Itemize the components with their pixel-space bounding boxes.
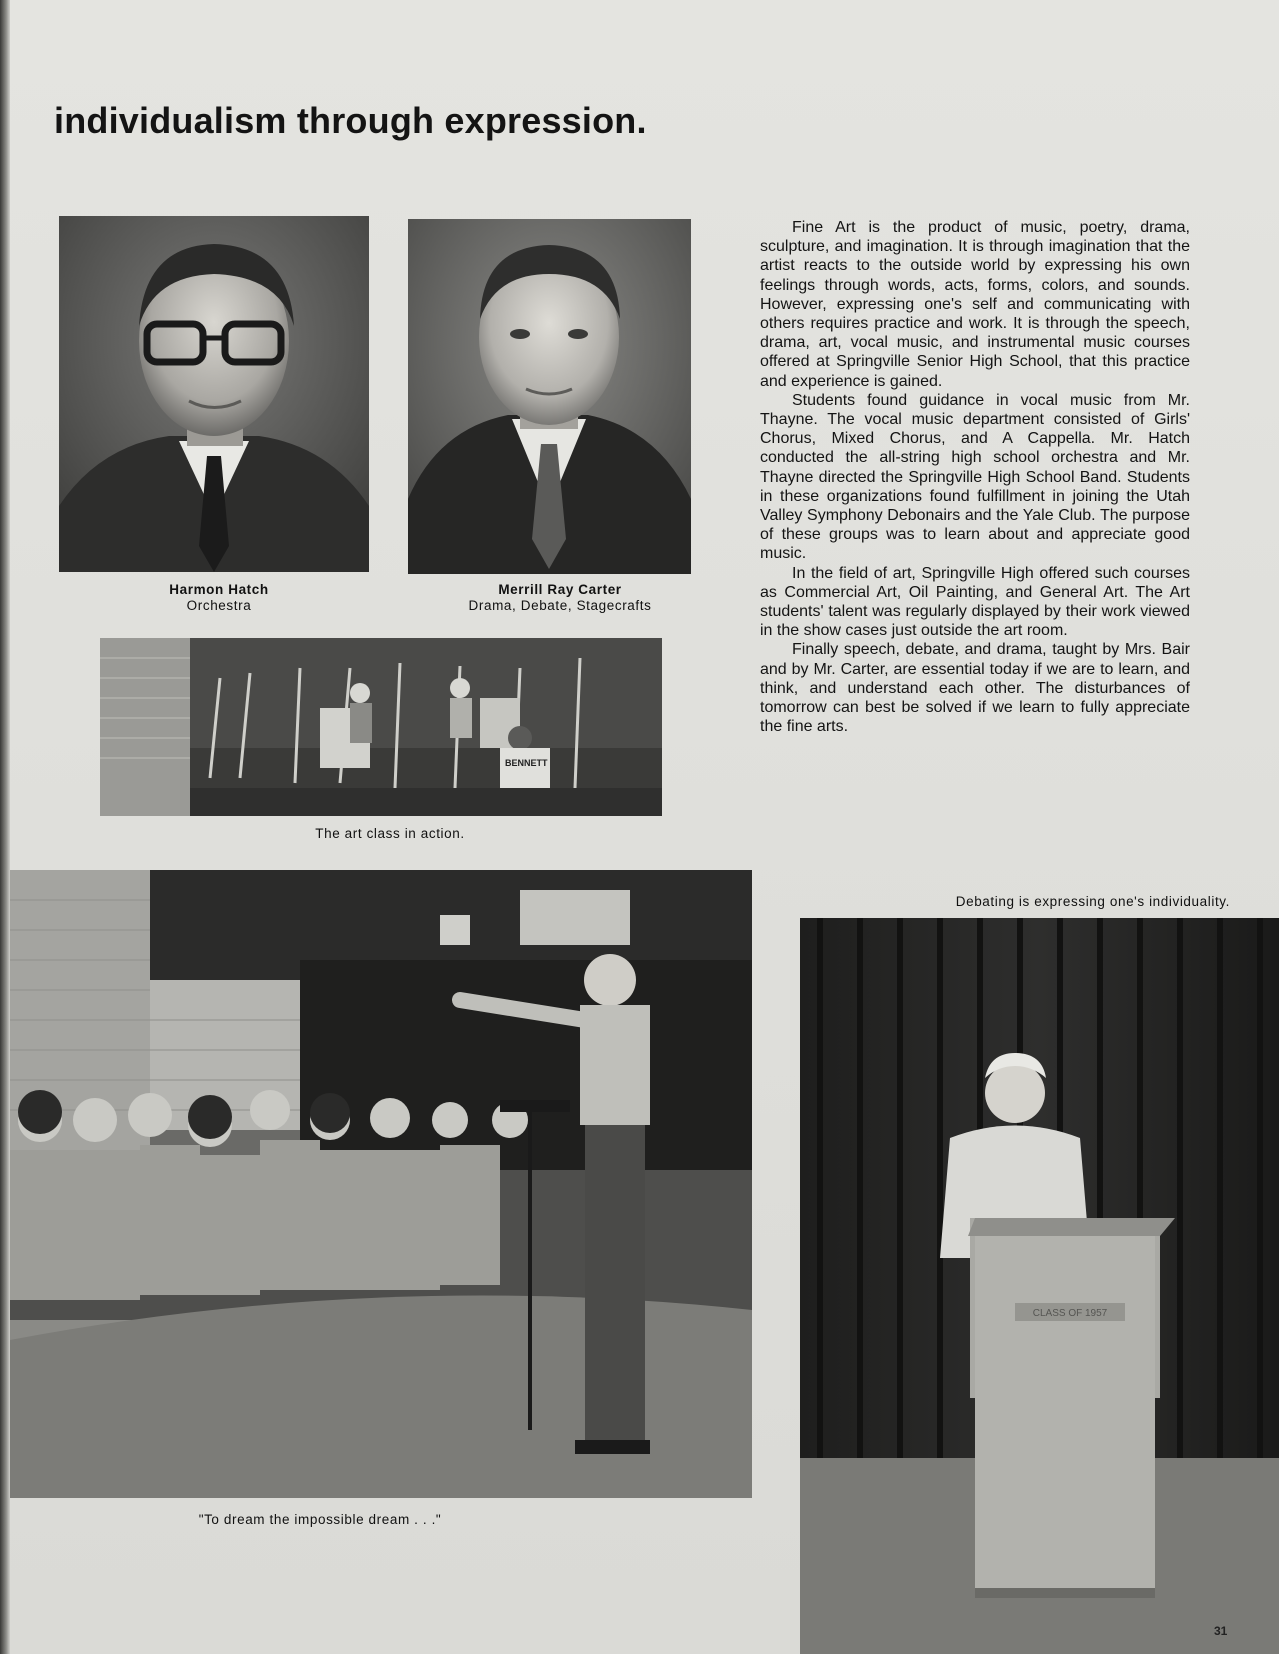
portrait-role: Drama, Debate, Stagecrafts — [468, 598, 652, 613]
art-class-image — [100, 638, 662, 816]
body-paragraph: In the field of art, Springville High offered such courses as Commercial Art, Oil Painting, and General Art. The Art students' talent was regularly displayed by their work viewed in the show cases just outside the art room. — [760, 564, 1190, 640]
chorus-photo — [10, 870, 752, 1498]
body-paragraph: Students found guidance in vocal music from Mr. Thayne. The vocal music department consisted of Girls' Chorus, Mixed Chorus, and A Cappella. Mr. Hatch conducted the all-string high school orchestra and Mr. Thayne directed the Springville High School Band. Students in these organizations found fulfillment in joining the Utah Valley Symphony Debonairs and the Yale Club. The purpose of these groups was to learn about and appreciate good music. — [760, 391, 1190, 563]
portrait-image — [59, 216, 369, 572]
portrait-photo-merrill-ray-carter — [408, 219, 691, 574]
page-binding-edge — [0, 0, 10, 1654]
body-paragraph: Finally speech, debate, and drama, taught by Mrs. Bair and by Mr. Carter, are essential today if we are to learn, and think, and understand each other. The disturbances of tomorrow can best be solved if we learn to fully appreciate the fine arts. — [760, 641, 1190, 736]
portrait-photo-harmon-hatch — [59, 216, 369, 572]
portrait-caption-merrill-ray-carter — [440, 582, 680, 614]
chorus-caption: "To dream the impossible dream . . ." — [198, 1512, 442, 1527]
body-paragraph: Fine Art is the product of music, poetry, drama, sculpture, and imagination. It is through imagination that the artist reacts to the outside world by expressing his own feelings through words, acts, forms, colors, and sounds. However, expressing one's self and communicating with others requires practice and work. It is through the speech, drama, art, vocal music, and instrumental music courses offered at Springville Senior High School, that this practice and experience is gained. — [760, 219, 1190, 390]
page-number: 31 — [1214, 1624, 1228, 1638]
portrait-image — [408, 219, 691, 574]
debate-photo — [800, 918, 1279, 1654]
art-class-photo — [100, 638, 662, 816]
podium-plaque: CLASS OF 1957 — [1032, 1308, 1108, 1319]
portrait-name: Harmon Hatch — [169, 582, 269, 597]
portrait-caption-harmon-hatch — [119, 582, 319, 614]
portrait-name: Merrill Ray Carter — [498, 582, 622, 597]
art-class-caption: The art class in action. — [315, 826, 465, 841]
debate-caption: Debating is expressing one's individuality. — [955, 894, 1230, 909]
article-body — [760, 218, 1190, 736]
debate-image — [800, 918, 1279, 1654]
chorus-image — [10, 870, 752, 1498]
page-headline: individualism through expression. — [54, 100, 647, 141]
portrait-role: Orchestra — [186, 598, 252, 613]
jersey-text: BENNETT — [505, 758, 548, 768]
